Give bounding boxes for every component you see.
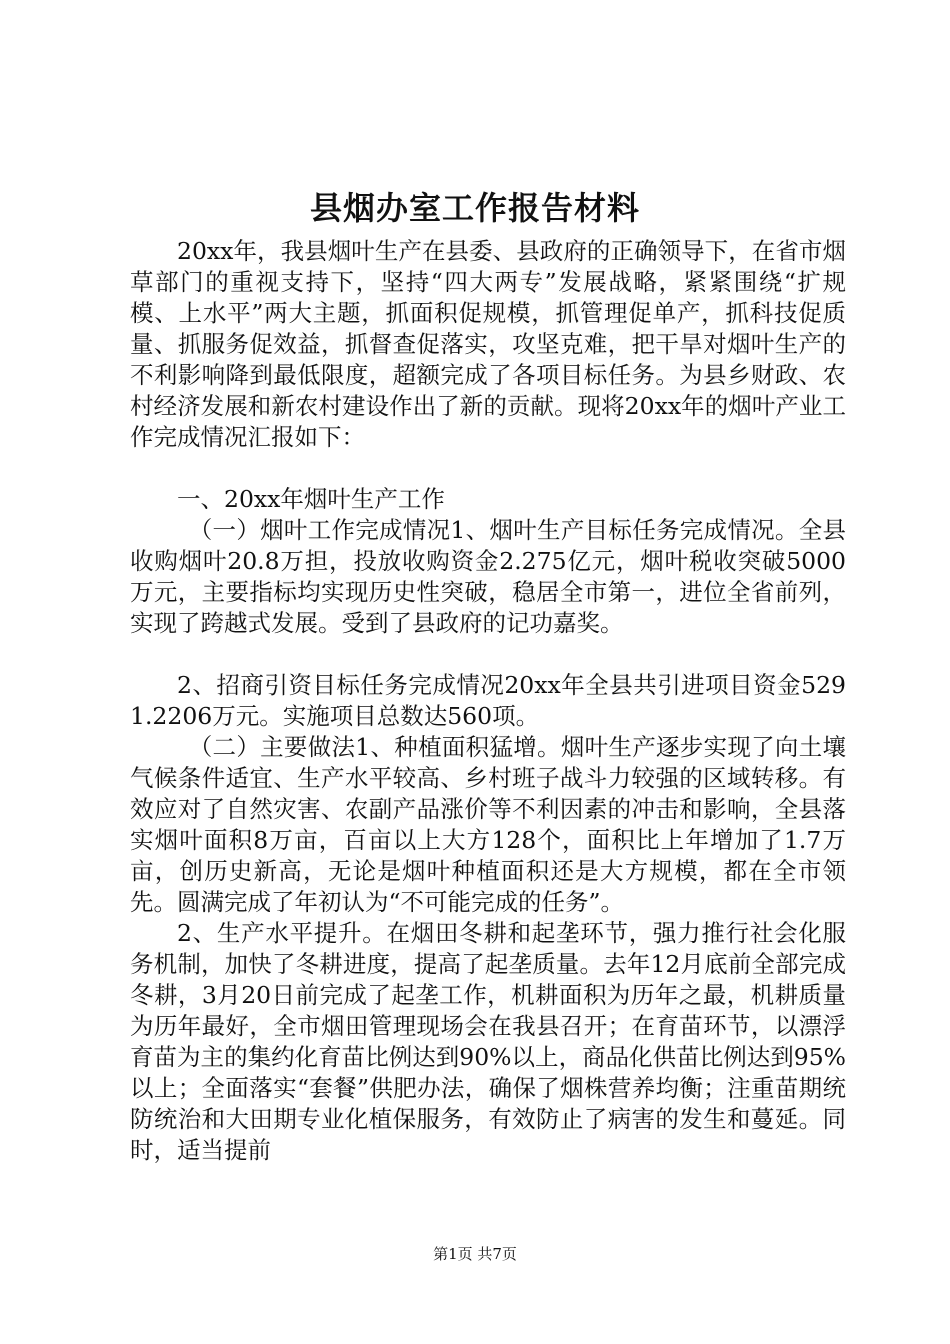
paragraph-main-methods: （二）主要做法1、种植面积猛增。烟叶生产逐步实现了向土壤气候条件适宜、生产水平较高、乡村班子战斗力较强的区域转移。有效应对了自然灾害、农副产品涨价等不利因素的冲击和影响，全县落实烟叶面积8万亩，百亩以上大方128个，面积比上年增加了1.7万亩，创历史新高，无论是烟叶种植面积还是大方规模，都在全市领先。圆满完成了年初认为“不可能完成的任务”。 <box>130 733 846 916</box>
paragraph-investment: 2、招商引资目标任务完成情况20xx年全县共引进项目资金5291.2206万元。实施项目总数达560项。 <box>130 671 846 730</box>
document-body <box>130 236 846 1166</box>
document-title: 县烟办室工作报告材料 <box>309 189 640 227</box>
paragraph-completion-status: （一）烟叶工作完成情况1、烟叶生产目标任务完成情况。全县收购烟叶20.8万担，投放收购资金2.275亿元，烟叶税收突破5000万元，主要指标均实现历史性突破，稳居全市第一，进位全省前列，实现了跨越式发展。受到了县政府的记功嘉奖。 <box>130 516 846 637</box>
page-footer: 第1页 共7页 <box>433 1245 517 1263</box>
paragraph-production-level: 2、生产水平提升。在烟田冬耕和起垄环节，强力推行社会化服务机制，加快了冬耕进度，提高了起垄质量。去年12月底前全部完成冬耕，3月20日前完成了起垄工作，机耕面积为历年之最，机耕质量为历年最好，全市烟田管理现场会在我县召开；在育苗环节，以漂浮育苗为主的集约化育苗比例达到90%以上，商品化供苗比例达到95%以上；全面落实“套餐”供肥办法，确保了烟株营养均衡；注重苗期统防统治和大田期专业化植保服务，有效防止了病害的发生和蔓延。同时，适当提前 <box>130 919 846 1164</box>
intro-paragraph: 20xx年，我县烟叶生产在县委、县政府的正确领导下，在省市烟草部门的重视支持下，坚持“四大两专”发展战略，紧紧围绕“扩规模、上水平”两大主题，抓面积促规模，抓管理促单产，抓科技促质量、抓服务促效益，抓督查促落实，攻坚克难，把干旱对烟叶生产的不利影响降到最低限度，超额完成了各项目标任务。为县乡财政、农村经济发展和新农村建设作出了新的贡献。现将20xx年的烟叶产业工作完成情况汇报如下： <box>130 237 846 451</box>
section-heading: 一、20xx年烟叶生产工作 <box>177 485 445 513</box>
